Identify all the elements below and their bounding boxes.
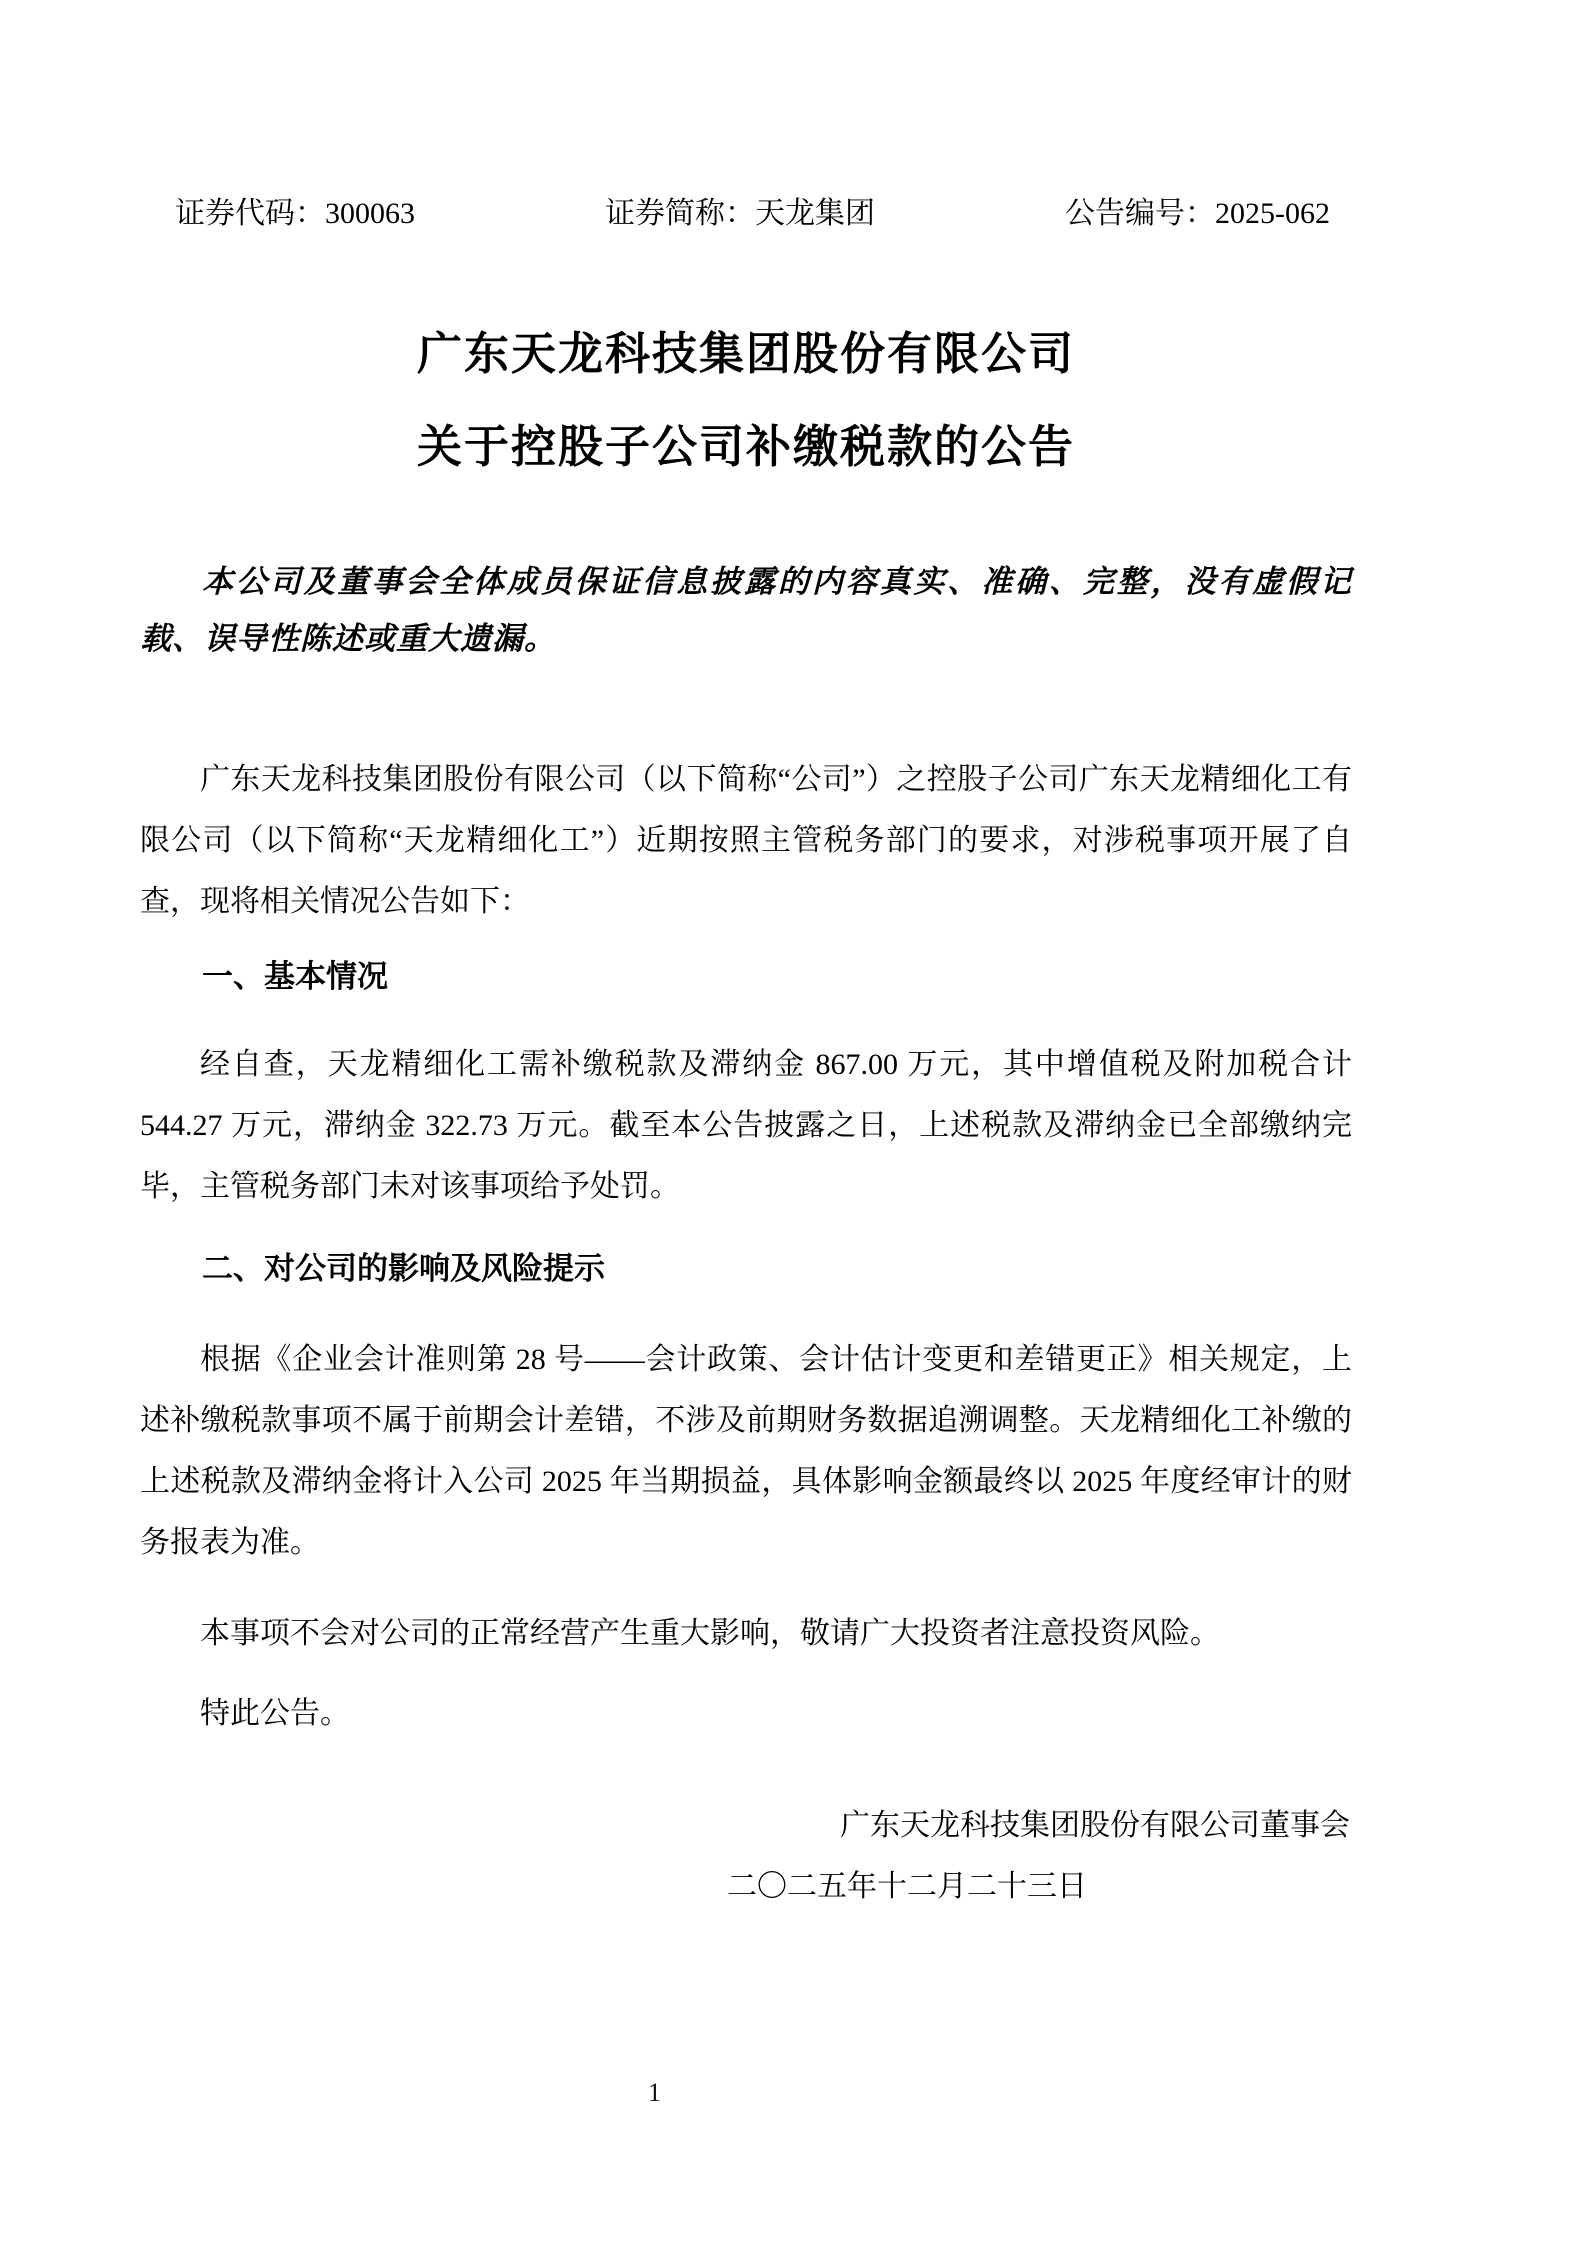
announcement-subject-title: 关于控股子公司补缴税款的公告 bbox=[416, 421, 1075, 472]
signature-date: 二〇二五年十二月二十三日 bbox=[727, 1870, 1087, 1903]
closing-statement: 特此公告。 bbox=[200, 1697, 350, 1730]
company-name-title: 广东天龙科技集团股份有限公司 bbox=[416, 328, 1075, 379]
section-1-heading: 一、基本情况 bbox=[202, 959, 388, 994]
section-2-paragraph-2: 本事项不会对公司的正常经营产生重大影响，敬请广大投资者注意投资风险。 bbox=[200, 1617, 1220, 1650]
section-1-paragraph: 经自查，天龙精细化工需补缴税款及滞纳金 867.00 万元，其中增值税及附加税合计 544.27 万元，滞纳金 322.73 万元。截至本公告披露之日，上述税款及滞纳金已全部缴纳完毕，主管税务部门未对该事项给予处罚。 bbox=[140, 1048, 1352, 1203]
signature-board-name: 广东天龙科技集团股份有限公司董事会 bbox=[840, 1809, 1350, 1842]
stock-code-label: 证券代码：300063 bbox=[175, 197, 415, 230]
document-header-row bbox=[140, 194, 1352, 234]
document-content-area bbox=[140, 0, 1352, 2245]
intro-paragraph: 广东天龙科技集团股份有限公司（以下简称“公司”）之控股子公司广东天龙精细化工有限公司（以下简称“天龙精细化工”）近期按照主管税务部门的要求，对涉税事项开展了自查，现将相关情况公告如下： bbox=[140, 763, 1352, 918]
page-number: 1 bbox=[648, 2078, 661, 2107]
board-disclaimer-statement: 本公司及董事会全体成员保证信息披露的内容真实、准确、完整，没有虚假记载、误导性陈述或重大遗漏。 bbox=[140, 564, 1352, 656]
section-2-heading: 二、对公司的影响及风险提示 bbox=[202, 1251, 605, 1286]
announcement-number-label: 公告编号：2025-062 bbox=[1065, 197, 1330, 230]
section-2-paragraph-1: 根据《企业会计准则第 28 号——会计政策、会计估计变更和差错更正》相关规定，上述补缴税款事项不属于前期会计差错，不涉及前期财务数据追溯调整。天龙精细化工补缴的上述税款及滞纳金将计入公司 2025 年当期损益，具体影响金额最终以 2025 年度经审计的财务报表为准。 bbox=[140, 1343, 1352, 1559]
stock-abbr-label: 证券简称：天龙集团 bbox=[605, 197, 875, 230]
